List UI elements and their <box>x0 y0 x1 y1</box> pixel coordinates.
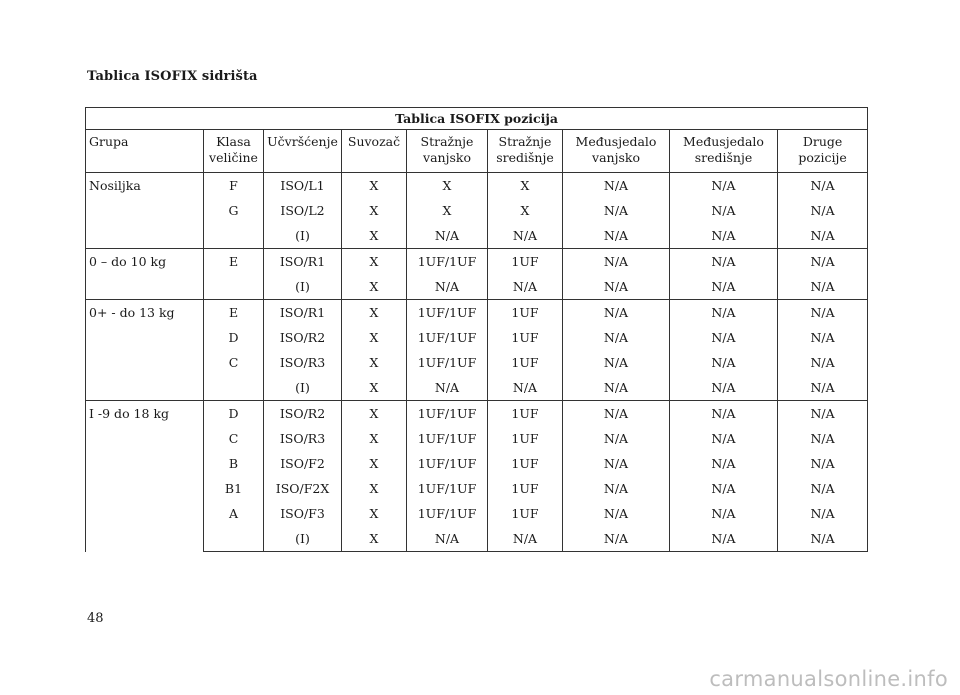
table-cell: B1 <box>204 476 264 501</box>
table-cell: N/A <box>670 426 778 451</box>
table-row <box>86 300 868 326</box>
table-cell: E <box>204 300 264 326</box>
table-cell: N/A <box>778 476 868 501</box>
table-cell: N/A <box>563 526 670 552</box>
table-cell: N/A <box>670 173 778 199</box>
table-cell: 1UF/1UF <box>407 476 488 501</box>
table-cell: 1UF <box>488 249 563 275</box>
table-row <box>86 375 868 401</box>
table-cell: X <box>342 501 407 526</box>
table-cell: ISO/R1 <box>264 249 342 275</box>
table-cell: 1UF/1UF <box>407 401 488 427</box>
section-heading: Tablica ISOFIX sidrišta <box>87 69 258 84</box>
column-header: Klasa veličine <box>204 130 264 173</box>
table-cell: 1UF/1UF <box>407 350 488 375</box>
column-header: Grupa <box>86 130 204 173</box>
table-cell: X <box>342 274 407 300</box>
table-cell: X <box>342 223 407 249</box>
table-cell: N/A <box>670 198 778 223</box>
table-cell: N/A <box>563 375 670 401</box>
table-cell: N/A <box>778 526 868 552</box>
table-row <box>86 526 868 552</box>
table-row <box>86 401 868 427</box>
table-cell: 1UF <box>488 350 563 375</box>
table-cell: X <box>342 300 407 326</box>
table-cell: N/A <box>778 451 868 476</box>
table-cell: N/A <box>670 526 778 552</box>
table-cell: X <box>342 249 407 275</box>
table-cell: N/A <box>407 375 488 401</box>
table-cell: N/A <box>563 426 670 451</box>
table-cell: N/A <box>670 401 778 427</box>
table-cell: 1UF/1UF <box>407 325 488 350</box>
table-cell: N/A <box>563 173 670 199</box>
isofix-table <box>85 107 868 552</box>
table-cell: D <box>204 325 264 350</box>
table-cell: N/A <box>407 526 488 552</box>
table-cell: 1UF/1UF <box>407 300 488 326</box>
table-cell: N/A <box>778 249 868 275</box>
table-cell: N/A <box>488 223 563 249</box>
table-cell: N/A <box>778 300 868 326</box>
table-cell: N/A <box>407 274 488 300</box>
table-row <box>86 501 868 526</box>
table-cell: N/A <box>670 451 778 476</box>
table-cell: N/A <box>488 375 563 401</box>
table-cell: ISO/F2X <box>264 476 342 501</box>
table-row <box>86 451 868 476</box>
table-cell: (I) <box>264 223 342 249</box>
table-cell: N/A <box>778 350 868 375</box>
table-cell: N/A <box>563 300 670 326</box>
table-cell: N/A <box>778 198 868 223</box>
table-row <box>86 274 868 300</box>
table-cell: X <box>342 173 407 199</box>
table-cell: X <box>488 198 563 223</box>
table-cell: (I) <box>264 526 342 552</box>
table-cell: N/A <box>563 274 670 300</box>
table-cell: N/A <box>563 451 670 476</box>
table-row <box>86 198 868 223</box>
table-row <box>86 350 868 375</box>
table-cell: N/A <box>670 476 778 501</box>
table-cell: X <box>342 426 407 451</box>
table-cell: N/A <box>563 401 670 427</box>
table-cell: X <box>342 401 407 427</box>
table-cell: 1UF/1UF <box>407 249 488 275</box>
table-cell <box>204 274 264 300</box>
table-body <box>86 173 868 552</box>
table-row <box>86 476 868 501</box>
table-cell: N/A <box>488 526 563 552</box>
table-cell: X <box>342 325 407 350</box>
table-cell <box>204 526 264 552</box>
table-cell <box>204 223 264 249</box>
table-row <box>86 325 868 350</box>
table-cell: N/A <box>563 476 670 501</box>
table-cell: N/A <box>670 325 778 350</box>
table-cell: ISO/R3 <box>264 350 342 375</box>
table-row <box>86 223 868 249</box>
table-cell: N/A <box>563 249 670 275</box>
table-cell: C <box>204 350 264 375</box>
table-cell: N/A <box>778 223 868 249</box>
table-cell: X <box>407 173 488 199</box>
table-cell: X <box>342 451 407 476</box>
table-cell: G <box>204 198 264 223</box>
table-cell: N/A <box>563 501 670 526</box>
table-row <box>86 249 868 275</box>
table-cell: C <box>204 426 264 451</box>
table-header-row <box>86 130 868 173</box>
table-cell: X <box>342 198 407 223</box>
watermark: carmanualsonline.info <box>709 667 948 691</box>
table-cell: N/A <box>407 223 488 249</box>
group-label: 0+ - do 13 kg <box>86 300 204 401</box>
table-cell: N/A <box>670 249 778 275</box>
table-cell: ISO/R2 <box>264 325 342 350</box>
table-cell: 1UF/1UF <box>407 451 488 476</box>
table-cell: N/A <box>670 350 778 375</box>
column-header: Stražnje središnje <box>488 130 563 173</box>
table-cell: N/A <box>563 350 670 375</box>
table-cell <box>204 375 264 401</box>
table-cell: F <box>204 173 264 199</box>
table-cell: ISO/L1 <box>264 173 342 199</box>
table-cell: N/A <box>670 375 778 401</box>
group-label: 0 – do 10 kg <box>86 249 204 300</box>
table-cell: 1UF/1UF <box>407 501 488 526</box>
table-row <box>86 426 868 451</box>
table-cell: N/A <box>563 325 670 350</box>
table-cell: N/A <box>778 173 868 199</box>
column-header: Suvozač <box>342 130 407 173</box>
table-cell: (I) <box>264 274 342 300</box>
table-cell: N/A <box>670 274 778 300</box>
column-header: Međusjedalo središnje <box>670 130 778 173</box>
table-cell: 1UF <box>488 501 563 526</box>
table-cell: 1UF <box>488 401 563 427</box>
column-header: Učvršćenje <box>264 130 342 173</box>
table-cell: X <box>342 350 407 375</box>
table-cell: 1UF <box>488 476 563 501</box>
table-cell: 1UF <box>488 426 563 451</box>
table-cell: N/A <box>563 198 670 223</box>
table-cell: ISO/F2 <box>264 451 342 476</box>
table-cell: A <box>204 501 264 526</box>
table-cell: 1UF <box>488 300 563 326</box>
table-cell: ISO/R3 <box>264 426 342 451</box>
table-cell: X <box>407 198 488 223</box>
table-cell: N/A <box>563 223 670 249</box>
table-cell: ISO/L2 <box>264 198 342 223</box>
table-cell: B <box>204 451 264 476</box>
table-cell: (I) <box>264 375 342 401</box>
table-cell: N/A <box>778 274 868 300</box>
table-cell: N/A <box>778 401 868 427</box>
table-cell: N/A <box>670 223 778 249</box>
table-cell: N/A <box>670 300 778 326</box>
table-cell: X <box>342 375 407 401</box>
table-cell: 1UF/1UF <box>407 426 488 451</box>
table-cell: 1UF <box>488 325 563 350</box>
table-cell: ISO/R1 <box>264 300 342 326</box>
page-number: 48 <box>87 611 104 626</box>
group-label: I -9 do 18 kg <box>86 401 204 552</box>
table-cell: X <box>488 173 563 199</box>
table-cell: X <box>342 526 407 552</box>
column-header: Druge pozicije <box>778 130 868 173</box>
column-header: Međusjedalo vanjsko <box>563 130 670 173</box>
table-caption: Tablica ISOFIX pozicija <box>86 108 868 130</box>
group-label: Nosiljka <box>86 173 204 249</box>
table-cell: N/A <box>488 274 563 300</box>
table-row <box>86 173 868 199</box>
table-cell: N/A <box>778 426 868 451</box>
table-cell: X <box>342 476 407 501</box>
table-cell: 1UF <box>488 451 563 476</box>
table-cell: N/A <box>778 325 868 350</box>
table-cell: N/A <box>670 501 778 526</box>
table-cell: ISO/F3 <box>264 501 342 526</box>
table-cell: ISO/R2 <box>264 401 342 427</box>
table-cell: N/A <box>778 375 868 401</box>
table-cell: D <box>204 401 264 427</box>
table-cell: N/A <box>778 501 868 526</box>
column-header: Stražnje vanjsko <box>407 130 488 173</box>
table-cell: E <box>204 249 264 275</box>
